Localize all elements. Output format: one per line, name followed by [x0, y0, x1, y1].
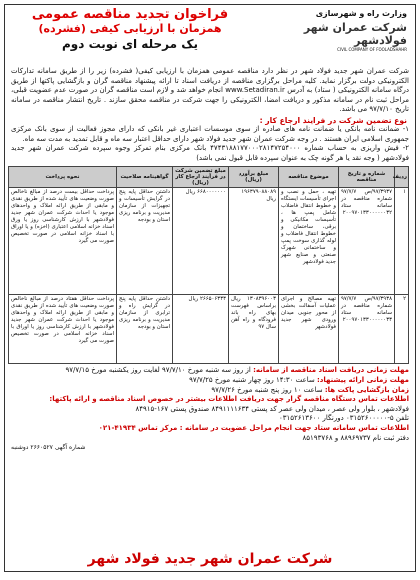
table-row — [9, 188, 409, 295]
tender-number: ۹۷/۳۹۳۷/ص ۹۷/۷/۷ شماره مناقصه در سامانه ستاد ۲۰۰۹۷۰۱۳۳۰۰۰۰۰۰۳۲ — [339, 188, 395, 295]
tender-number: ۹۷/۳۹۳۸/ص ۹۷/۷/۷ شماره مناقصه در سامانه ستاد ۲۰۰۹۷۰۱۳۳۰۰۰۰۰۰۳۳ — [339, 295, 395, 364]
column-header: موضوع مناقصه — [279, 167, 339, 188]
payment-terms: پرداخت حداقل هفتاد درصد از مبالغ ناخالص صورت وضعیت های تأیید شده از طریق نقدی و مابقی از طریق ارائه املاک و واحدهای موجود یا احداث شرکت عمران شهر جدید فولادشهر با ارزش کارشناسی روز یا اوراق با اسناد خزانه اسلامی در صورت تخصیص صورت می گیرد — [9, 295, 117, 364]
company-name-fa: شرکت عمران شهر — [303, 21, 407, 34]
guarantee-amount: ۲۶۶۵۰۶۳۳۳ ریال — [173, 295, 229, 364]
column-header: نحوه پرداخت — [9, 167, 117, 188]
column-header: مبلغ تضمین شرکت در فرآیند ارجاع کار (ریال) — [173, 167, 229, 188]
table-row — [9, 295, 409, 364]
contact-address: فولادشهر ، بلوار ولی عصر ، میدان ولی عصر کد پستی ۸۴۹۱۱۱۱۶۳۴ صندوق پستی ۱۶۷-۸۴۹۱۵ — [135, 404, 409, 413]
title-line-1: فراخوان تجدید مناقصه عمومی — [31, 7, 229, 22]
payment-terms: پرداخت حداقل بیست درصد از مبالغ ناخالص صورت وضعیت های تأیید شده از طریق نقدی و مابقی از طریق ارائه املاک و واحدهای موجود یا احداث شرکت عمران شهر جدید فولادشهر با ارزش کارشناسی روز یا ورق اسناد خزانه اسلامی اعتباری (اخزه) و یا اوراق با اسناد خزانه اسلامی در صورت تخصیص صورت می گیرد — [9, 188, 117, 295]
column-header: ردیف — [395, 167, 409, 188]
tender-table — [8, 166, 409, 364]
schedule-info — [11, 366, 409, 452]
document-deadline-label: مهلت زمانی دریافت اسناد مناقصه از سامانه: — [253, 366, 409, 375]
row-number: ۲ — [395, 295, 409, 364]
registration-office: دفتر ثبت نام ۸۸۹۶۹۷۳۷ و ۸۵۱۹۳۷۶۸ — [302, 433, 409, 442]
footer-company-name: شرکت عمران شهر جدید فولاد شهر — [87, 551, 333, 567]
guarantee-amount: ۶۶۸۰۰۰۰۰۰۰ ریال — [173, 188, 229, 295]
table-header-row — [9, 167, 409, 188]
guarantee-heading: نوع تضمین شرکت در فرایند ارجاع کار : — [259, 115, 407, 125]
guarantee-item-2: ۲- فیش واریزی به حساب شماره ۴۷۴۳۱۸۸۱۷۷۰۰۰۲۸۱۴۷۲۵۴۰۰۰ بانک مرکزی بنام تمرکز وجوه سپرده شرکت عمران شهر جدید فولادشهر ( وجه نقد یا هر گونه چک به عنوان سپرده قابل قبول نمی باشد) — [11, 144, 409, 162]
tender-subject: تهیه ، حمل و نصب و اجرای تأسیسات ایستگاه و خطوط انتقال فاضلاب شامل پمپ ها ، تأسیسات مکانیکی و برقی، ساختمان و خطوط انتقال فاضلاب و لوله گذاری سوخت پمپ و ساختمانی شهرک صنعتی و صنایع شهر جدید فولادشهر — [279, 188, 339, 295]
certificate-requirement: داشتن حداقل پایه پنج در گرایش تأسیسات و تجهیزات از سازمان مدیریت و برنامه ریزی استان و بودجه — [117, 188, 173, 295]
title-line-2: همزمان با ارزیابی کیفی (فشرده) — [38, 22, 222, 35]
contact-phone: تلفن ۵-۰۳۱۵۲۶۰۰۰۰۰ دورنگار ۰۳۱۵۲۶۱۳۶۰۰ — [278, 414, 409, 423]
column-header: مبلغ برآورد (ریال) — [229, 167, 279, 188]
proposal-deadline-value: ساعت ۱۴:۳۰ روز چهار شنبه مورخ ۹۷/۷/۲۵ — [189, 375, 317, 384]
estimate-amount: ۱۹۶۳۷۹۰۸۸۰۸۹ ریال — [229, 188, 279, 295]
setad-contact: اطلاعات تماس سامانه ستاد جهت انجام مراحل عضویت در سامانه : مرکز تماس ۴۱۹۳۴-۰۲۱ — [98, 423, 409, 432]
document-deadline-value: از روز سه شنبه مورخ ۹۷/۷/۱۰ لغایت روز یکشنبه مورخ ۹۷/۷/۱۵ — [65, 366, 254, 375]
title-line-3: یک مرحله ای نوبت دوم — [62, 37, 198, 51]
opening-time-label: زمان بازگشایی پاکت ها: — [324, 385, 409, 394]
tender-notice — [4, 4, 416, 572]
tender-subject: تهیه مصالح و اجرای عملیات آسفالت بخشی از محور جنوبی میدان ورودی شهر جدید فولادشهر — [279, 295, 339, 364]
column-header: شماره و تاریخ مناقصه — [339, 167, 395, 188]
company-logo — [287, 21, 407, 53]
opening-time-value: ساعت ۱۰ روز پنج شنبه مورخ ۹۷/۷/۲۶ — [211, 385, 325, 394]
row-number: ۱ — [395, 188, 409, 295]
company-name-fa2: فولادشهر — [354, 34, 407, 47]
proposal-deadline-label: مهلت زمانی ارائه پیشنهاد: — [316, 375, 409, 384]
contact-heading: اطلاعات تماس دستگاه مناقصه گزار جهت دریافت اطلاعات بیشتر در خصوص اسناد مناقصه و ارائه پاکتها: — [49, 395, 409, 404]
intro-paragraph: شرکت عمران شهر جدید فولاد شهر در نظر دارد مناقصه عمومی همزمان با ارزیابی کیفی( فشرده) زیر را از طریق سامانه تدارکات الکترونیکی دولت برگزار نماید. کلیه مراحل برگزاری مناقصه از دریافت اسناد تا ارائه پیشنهاد مناقصه گران و بازگشایی پاکتها از طریق درگاه سامانه الکترونیکی ( ستاد) به آدرس www.Setadiran.ir انجام خواهد شد و لازم است مناقصه گران در صورت عدم عضویت قبلی، مراحل ثبت نام در سامانه مذکور و دریافت امضا، الکترونیکی را جهت شرکت در مناقصه محقق سازند . تاریخ انتشار مناقصه در سامانه تاریخ ۹۷/۷/۱۰ می باشد. — [11, 67, 409, 114]
notice-header — [5, 5, 415, 67]
estimate-amount: ۱۳۰۸۳۹۶۰۰۳ ریال براساس فهرست بهای راه باند فرودگاه و راه آهن سال ۹۷ — [229, 295, 279, 364]
ad-number: شماره آگهی ۲۶۶۰۵۲۷ دوشنبه — [11, 444, 86, 452]
column-header: گواهینامه صلاحیت — [117, 167, 173, 188]
guarantee-item-1: ۱- ضمانت نامه بانکی یا ضمانت نامه های صادره از سوی موسسات اعتباری غیر بانکی که دارای مجوز فعالیت از سوی بانک مرکزی جمهوری اسلامی ایران هستند . در وجه شرکت عمران شهر جدید فولاد شهر دارای حداقل اعتبار سه ماه و قابل تمدید به مدت سه ماه. — [11, 124, 409, 143]
certificate-requirement: داشتن حداقل پایه پنج در گرایش راه و ترابری از سازمان مدیریت و برنامه ریزی استان و بودجه — [117, 295, 173, 364]
notice-title — [15, 7, 245, 52]
company-name-en: CIVIL COMPANY OF FOOLADSHAHR — [337, 47, 407, 52]
ministry-name: وزارت راه و شهرسازی — [315, 9, 407, 18]
